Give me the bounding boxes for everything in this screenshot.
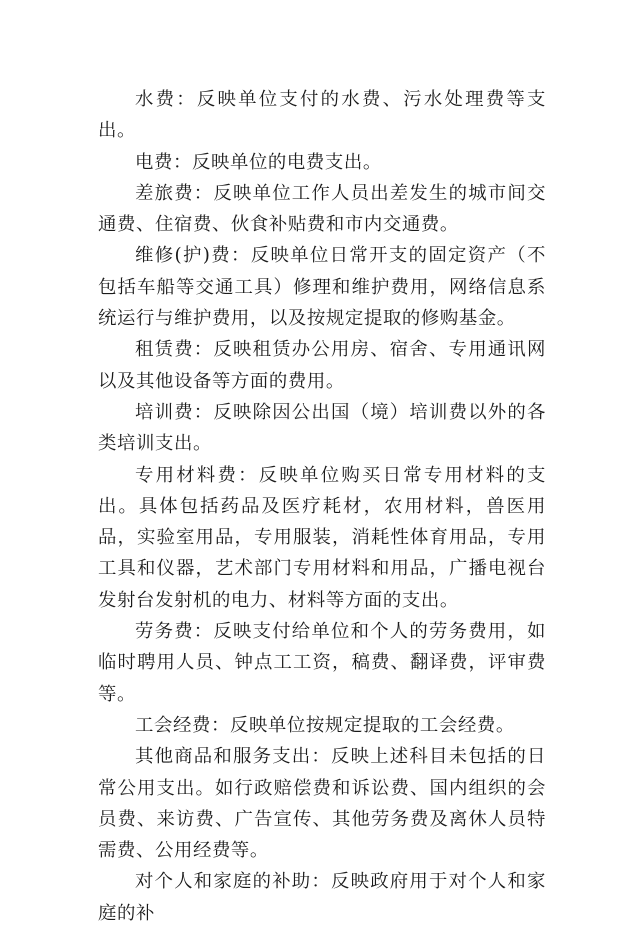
paragraph-travel-expense: 差旅费：反映单位工作人员出差发生的城市间交通费、住宿费、伙食补贴费和市内交通费。 (98, 182, 546, 236)
paragraph-water-fee: 水费：反映单位支付的水费、污水处理费等支出。 (98, 89, 546, 142)
paragraph-other-goods-services: 其他商品和服务支出：反映上述科目未包括的日常公用支出。如行政赔偿费和诉讼费、国内组织的会员费、来访费、广告宣传、其他劳务费及离休人员特需费、公用经费等。 (98, 746, 546, 862)
document-body (98, 84, 546, 929)
paragraph-electricity-fee: 电费：反映单位的电费支出。 (135, 151, 382, 173)
paragraph-subsidies-to-individuals: 对个人和家庭的补助：反映政府用于对个人和家庭的补 (98, 871, 546, 924)
paragraph-labor-fee: 劳务费：反映支付给单位和个人的劳务费用，如临时聘用人员、钟点工工资，稿费、翻译费，评审费等。 (98, 621, 546, 705)
paragraph-special-materials-fee: 专用材料费：反映单位购买日常专用材料的支出。具体包括药品及医疗耗材，农用材料，兽医用品，实验室用品，专用服装，消耗性体育用品，专用工具和仪器，艺术部门专用材料和用品，广播电视台发射台发射机的电力、材料等方面的支出。 (98, 464, 546, 611)
paragraph-rental-fee: 租赁费：反映租赁办公用房、宿舍、专用通讯网以及其他设备等方面的费用。 (98, 339, 546, 392)
paragraph-union-fund: 工会经费：反映单位按规定提取的工会经费。 (135, 714, 515, 736)
paragraph-training-fee: 培训费：反映除因公出国（境）培训费以外的各类培训支出。 (98, 401, 546, 455)
paragraph-maintenance-fee: 维修(护)费：反映单位日常开支的固定资产（不包括车船等交通工具）修理和维护费用，网络信息系统运行与维护费用，以及按规定提取的修购基金。 (98, 245, 546, 330)
